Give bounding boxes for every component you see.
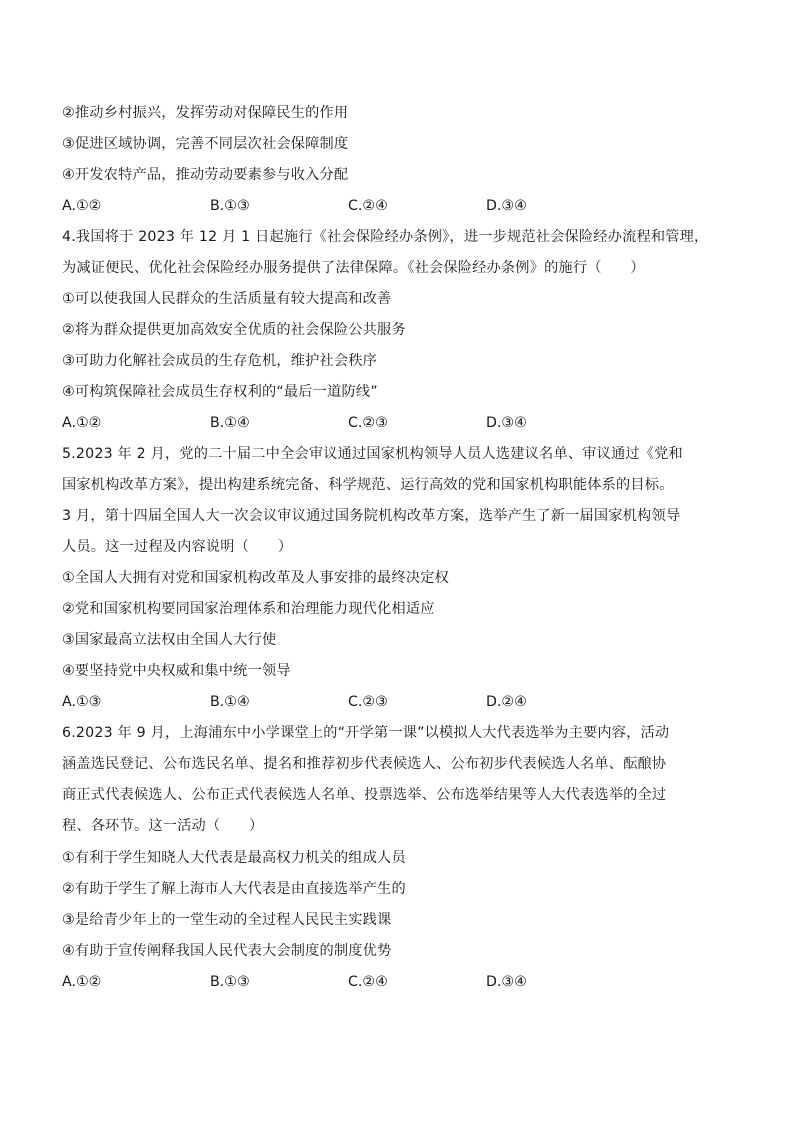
q6-option-a: A.①② (62, 974, 102, 990)
q5-item-2: ②党和国家机构要同国家治理体系和治理能力现代化相适应 (62, 601, 435, 617)
q5-stem-line-4: 人员。这一过程及内容说明（ ） (62, 539, 293, 555)
q4-item-3: ③可助力化解社会成员的生存危机，维护社会秩序 (62, 353, 378, 369)
q5-item-1: ①全国人大拥有对党和国家机构改革及人事安排的最终决定权 (62, 570, 449, 586)
q6-stem-line-1: 6.2023 年 9 月，上海浦东中小学课堂上的“开学第一课”以模拟人大代表选举为主要内容，活动 (62, 725, 670, 741)
q3-item-3: ③促进区域协调，完善不同层次社会保障制度 (62, 136, 349, 152)
q6-stem-line-2: 涵盖选民登记、公布选民名单、提名和推荐初步代表候选人、公布初步代表候选人名单、酝酿协 (62, 756, 667, 772)
q6-item-4: ④有助于宣传阐释我国人民代表大会制度的制度优势 (62, 943, 392, 959)
q3-item-2: ②推动乡村振兴，发挥劳动对保障民生的作用 (62, 105, 349, 121)
q4-stem-line-2: 为减证便民、优化社会保险经办服务提供了法律保障。《社会保险经办条例》的施行（ ） (62, 260, 645, 276)
q6-option-b: B.①③ (210, 974, 250, 990)
q4-item-2: ②将为群众提供更加高效安全优质的社会保险公共服务 (62, 322, 406, 338)
q4-item-4: ④可构筑保障社会成员生存权利的“最后一道防线” (62, 384, 378, 400)
q3-item-4: ④开发农特产品，推动劳动要素参与收入分配 (62, 167, 349, 183)
q5-option-c: C.②③ (348, 694, 388, 710)
q6-option-c: C.②④ (348, 974, 388, 990)
q6-item-1: ①有利于学生知晓人大代表是最高权力机关的组成人员 (62, 850, 406, 866)
q6-option-d: D.③④ (486, 974, 527, 990)
q4-option-a: A.①② (62, 415, 102, 431)
q4-option-b: B.①④ (210, 415, 250, 431)
q4-option-c: C.②③ (348, 415, 388, 431)
q6-stem-line-4: 程、各环节。这一活动（ ） (62, 818, 264, 834)
q5-stem-line-3: 3 月，第十四届全国人大一次会议审议通过国务院机构改革方案，选举产生了新一届国家机构领导 (62, 508, 681, 524)
q4-stem-line-1: 4.我国将于 2023 年 12 月 1 日起施行《社会保险经办条例》，进一步规范社会保险经办流程和管理， (62, 229, 709, 245)
q5-option-a: A.①③ (62, 694, 102, 710)
q3-option-b: B.①③ (210, 198, 250, 214)
q3-option-d: D.③④ (486, 198, 527, 214)
q6-item-2: ②有助于学生了解上海市人大代表是由直接选举产生的 (62, 881, 406, 897)
q6-item-3: ③是给青少年上的一堂生动的全过程人民民主实践课 (62, 912, 392, 928)
q5-stem-line-2: 国家机构改革方案》，提出构建系统完备、科学规范、运行高效的党和国家机构职能体系的目标。 (62, 477, 674, 493)
q4-option-d: D.③④ (486, 415, 527, 431)
q3-option-a: A.①② (62, 198, 102, 214)
q3-option-c: C.②④ (348, 198, 388, 214)
q5-option-d: D.②④ (486, 694, 527, 710)
q5-option-b: B.①④ (210, 694, 250, 710)
q5-item-3: ③国家最高立法权由全国人大行使 (62, 632, 277, 648)
q6-stem-line-3: 商正式代表候选人、公布正式代表候选人名单、投票选举、公布选举结果等人大代表选举的全过 (62, 787, 667, 803)
q5-stem-line-1: 5.2023 年 2 月，党的二十届二中全会审议通过国家机构领导人员人选建议名单、审议通过《党和 (62, 446, 683, 462)
q5-item-4: ④要坚持党中央权威和集中统一领导 (62, 663, 291, 679)
q4-item-1: ①可以使我国人民群众的生活质量有较大提高和改善 (62, 291, 392, 307)
